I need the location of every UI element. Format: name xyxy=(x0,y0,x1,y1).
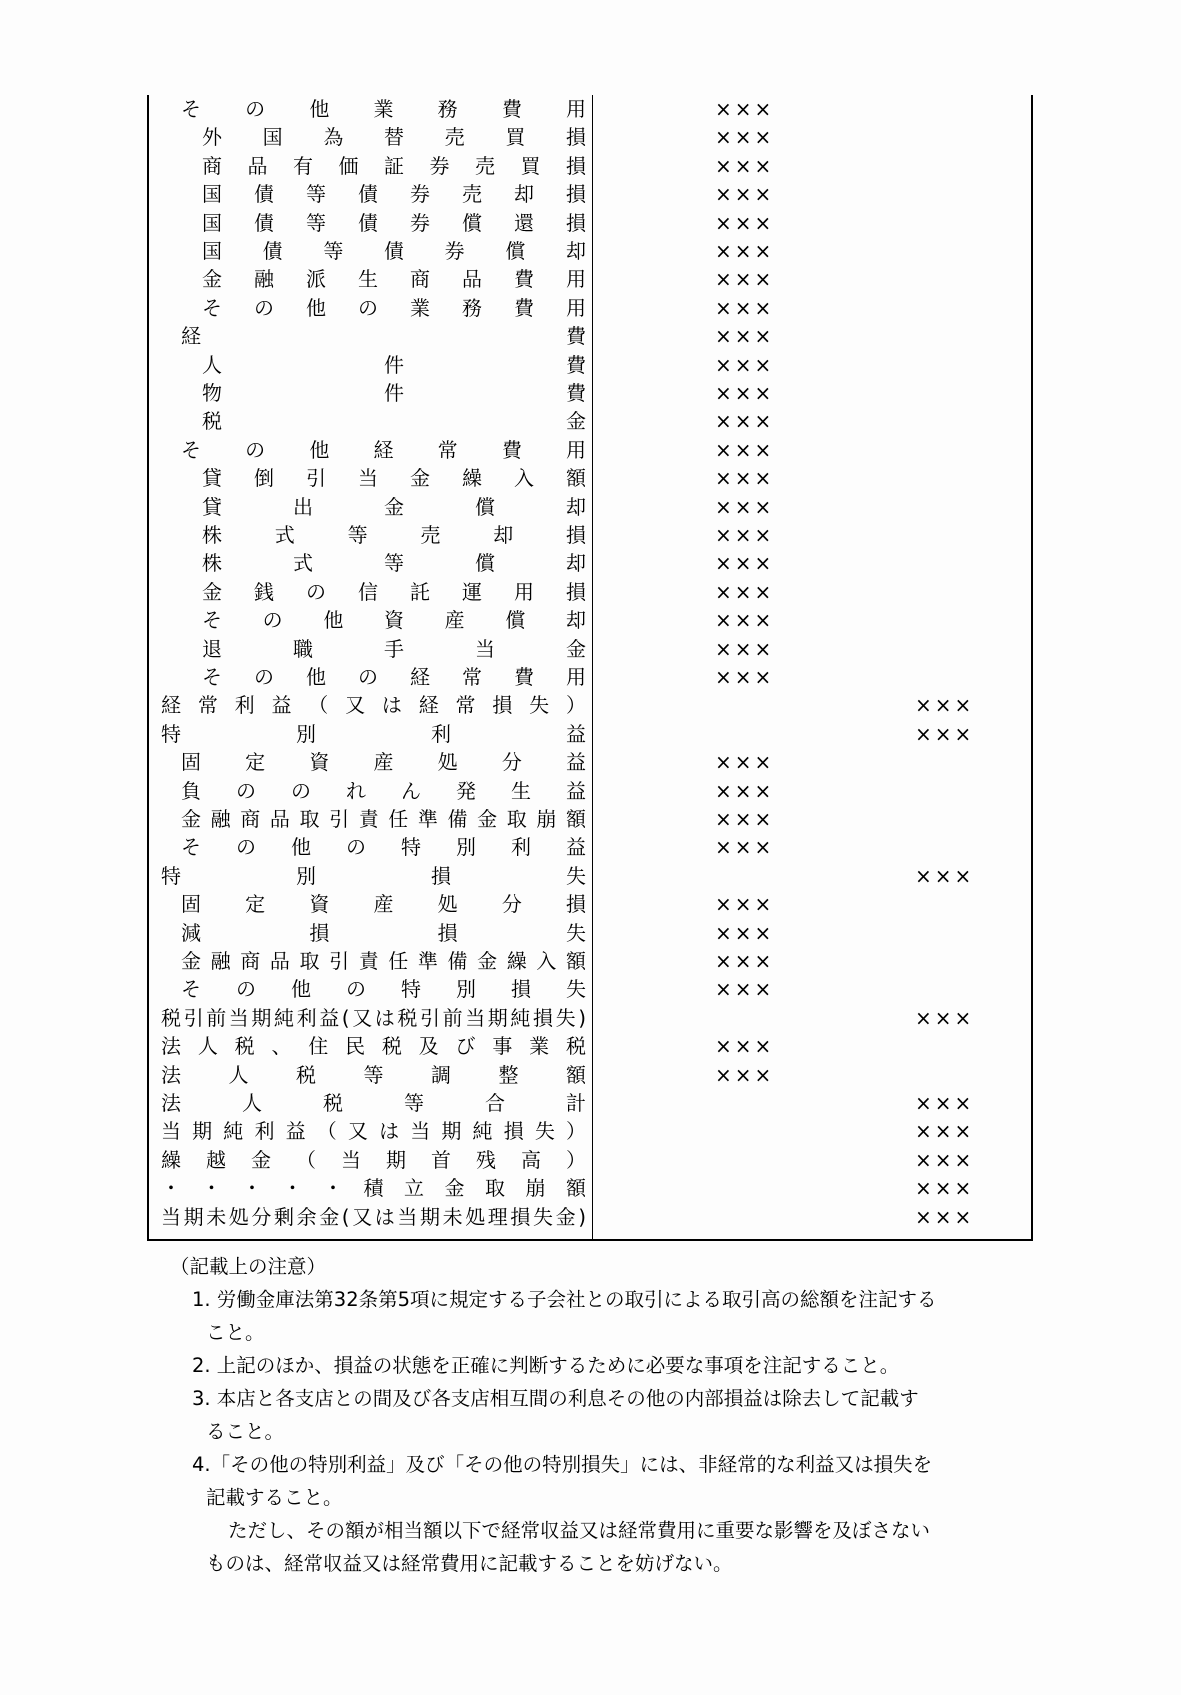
row-label: 当期純利益（又は当期純損失） xyxy=(161,1119,586,1144)
row-label: 税金 xyxy=(202,409,586,434)
row-value-subtotal: ××× xyxy=(715,97,775,121)
row-value-subtotal: ××× xyxy=(715,153,775,178)
row-value-subtotal: ××× xyxy=(715,1062,775,1087)
row-value-subtotal: ××× xyxy=(715,835,775,860)
row-label: 税引前当期純利益(又は税引前当期純損失) xyxy=(161,1005,586,1030)
row-label: ・・・・・積立金取崩額 xyxy=(161,1176,586,1201)
row-value-subtotal: ××× xyxy=(715,267,775,292)
row-value-subtotal: ××× xyxy=(715,920,775,945)
note-1-line1: 1. 労働金庫法第32条第5項に規定する子会社との取引による取引高の総額を注記する xyxy=(192,1288,937,1311)
row-value-subtotal: ××× xyxy=(715,239,775,263)
row-value-subtotal: ××× xyxy=(715,579,775,604)
note-3-line1: 3. 本店と各支店との間及び各支店相互間の利息その他の内部損益は除去して記載す xyxy=(192,1387,919,1410)
table-row xyxy=(149,720,1031,748)
row-label: 国債等債券償還損 xyxy=(202,210,586,235)
row-label: 退職手当金 xyxy=(202,636,586,661)
row-label: 商品有価証券売買損 xyxy=(202,153,586,178)
table-row xyxy=(149,890,1031,918)
row-label: 金融商品取引責任準備金取崩額 xyxy=(181,807,586,831)
table-row xyxy=(149,180,1031,208)
row-value-subtotal: ××× xyxy=(715,636,775,661)
note-4-line2: 記載すること。 xyxy=(206,1486,343,1509)
table-row xyxy=(149,1117,1031,1145)
table-row xyxy=(149,123,1031,151)
row-value-subtotal: ××× xyxy=(715,949,775,973)
row-value-subtotal: ××× xyxy=(715,437,775,462)
row-value-subtotal: ××× xyxy=(715,1034,775,1059)
row-value-subtotal: ××× xyxy=(715,125,775,150)
table-row xyxy=(149,521,1031,549)
table-row xyxy=(149,1089,1031,1117)
row-label: 国債等債券償却 xyxy=(202,239,586,263)
row-label: 固定資産処分益 xyxy=(181,750,586,775)
row-value-subtotal: ××× xyxy=(715,892,775,917)
note-2-line1: 2. 上記のほか、損益の状態を正確に判断するために必要な事項を注記すること。 xyxy=(192,1354,900,1377)
note-1-line2: こと。 xyxy=(206,1321,265,1344)
table-row xyxy=(149,1146,1031,1174)
row-label: その他経常費用 xyxy=(181,437,586,462)
row-value-subtotal: ××× xyxy=(715,352,775,377)
row-label: 物件費 xyxy=(202,381,586,405)
row-value-subtotal: ××× xyxy=(715,807,775,831)
table-row xyxy=(149,294,1031,322)
table-row xyxy=(149,493,1031,521)
row-label: 貸倒引当金繰入額 xyxy=(202,466,586,491)
row-label: 特別利益 xyxy=(161,721,586,746)
table-row xyxy=(149,436,1031,464)
table-row xyxy=(149,95,1031,123)
row-value-subtotal: ××× xyxy=(715,182,775,207)
note-4-para-line1: ただし、その額が相当額以下で経常収益又は経常費用に重要な影響を及ぼさない xyxy=(228,1519,931,1542)
table-row xyxy=(149,663,1031,691)
row-value-subtotal: ××× xyxy=(715,665,775,689)
row-label: 国債等債券売却損 xyxy=(202,182,586,207)
row-value-subtotal: ××× xyxy=(715,381,775,405)
row-value-subtotal: ××× xyxy=(715,523,775,547)
table-row xyxy=(149,635,1031,663)
table-row xyxy=(149,833,1031,861)
row-label: その他資産償却 xyxy=(202,608,586,633)
row-value-total: ××× xyxy=(915,1119,975,1144)
row-label: 法人税等合計 xyxy=(161,1091,586,1115)
row-value-total: ××× xyxy=(915,1005,975,1030)
table-row xyxy=(149,322,1031,350)
row-value-subtotal: ××× xyxy=(715,778,775,803)
row-value-total: ××× xyxy=(915,1091,975,1115)
note-3-line2: ること。 xyxy=(206,1420,285,1443)
row-value-subtotal: ××× xyxy=(715,551,775,576)
table-row xyxy=(149,1032,1031,1060)
table-row xyxy=(149,209,1031,237)
table-row xyxy=(149,549,1031,577)
note-4-line1: 4.「その他の特別利益」及び「その他の特別損失」には、非経常的な利益又は損失を xyxy=(192,1453,933,1476)
table-row xyxy=(149,919,1031,947)
row-label: 当期未処分剰余金(又は当期未処理損失金) xyxy=(161,1204,586,1229)
row-value-subtotal: ××× xyxy=(715,210,775,235)
row-label: その他の特別利益 xyxy=(181,835,586,860)
table-row xyxy=(149,351,1031,379)
row-value-total: ××× xyxy=(915,721,975,746)
row-value-total: ××× xyxy=(915,1147,975,1172)
notes-heading: （記載上の注意） xyxy=(170,1255,327,1278)
table-row xyxy=(149,606,1031,634)
row-value-subtotal: ××× xyxy=(715,977,775,1002)
table-row xyxy=(149,578,1031,606)
table-row xyxy=(149,407,1031,435)
note-4-para-line2: ものは、経常収益又は経常費用に記載することを妨げない。 xyxy=(206,1552,733,1575)
row-label: 金融商品取引責任準備金繰入額 xyxy=(181,949,586,973)
table-row xyxy=(149,975,1031,1003)
row-value-subtotal: ××× xyxy=(715,608,775,633)
row-label: 金融派生商品費用 xyxy=(202,267,586,292)
row-value-subtotal: ××× xyxy=(715,466,775,491)
row-label: 負ののれん発生益 xyxy=(181,778,586,803)
row-label: 減損損失 xyxy=(181,920,586,945)
row-label: 経費 xyxy=(181,324,586,349)
table-row xyxy=(149,237,1031,265)
table-row xyxy=(149,691,1031,719)
row-label: その他業務費用 xyxy=(181,97,586,121)
table-row xyxy=(149,805,1031,833)
table-row xyxy=(149,1203,1031,1231)
table-row xyxy=(149,1174,1031,1202)
row-label: 経常利益（又は経常損失） xyxy=(161,693,586,718)
table-row xyxy=(149,862,1031,890)
row-value-subtotal: ××× xyxy=(715,324,775,349)
row-value-subtotal: ××× xyxy=(715,750,775,775)
row-value-subtotal: ××× xyxy=(715,494,775,519)
row-value-subtotal: ××× xyxy=(715,409,775,434)
table-row xyxy=(149,265,1031,293)
row-label: 人件費 xyxy=(202,352,586,377)
row-label: 法人税、住民税及び事業税 xyxy=(161,1034,586,1059)
table-row xyxy=(149,777,1031,805)
row-label: 外国為替売買損 xyxy=(202,125,586,150)
row-label: 金銭の信託運用損 xyxy=(202,579,586,604)
row-value-subtotal: ××× xyxy=(715,295,775,320)
row-label: 貸出金償却 xyxy=(202,494,586,519)
row-label: 株式等償却 xyxy=(202,551,586,576)
table-row xyxy=(149,379,1031,407)
table-row xyxy=(149,464,1031,492)
table-row xyxy=(149,1061,1031,1089)
row-label: その他の業務費用 xyxy=(202,295,586,320)
row-value-total: ××× xyxy=(915,1204,975,1229)
row-label: 株式等売却損 xyxy=(202,523,586,547)
row-label: 固定資産処分損 xyxy=(181,892,586,917)
income-statement-table xyxy=(147,95,1033,1241)
table-row xyxy=(149,152,1031,180)
row-label: 法人税等調整額 xyxy=(161,1062,586,1087)
row-value-total: ××× xyxy=(915,693,975,718)
row-label: その他の経常費用 xyxy=(202,665,586,689)
row-value-total: ××× xyxy=(915,863,975,888)
row-value-total: ××× xyxy=(915,1176,975,1201)
table-row xyxy=(149,748,1031,776)
table-row xyxy=(149,947,1031,975)
table-row xyxy=(149,1004,1031,1032)
row-label: 繰越金（当期首残高） xyxy=(161,1147,586,1172)
row-label: 特別損失 xyxy=(161,863,586,888)
row-label: その他の特別損失 xyxy=(181,977,586,1002)
